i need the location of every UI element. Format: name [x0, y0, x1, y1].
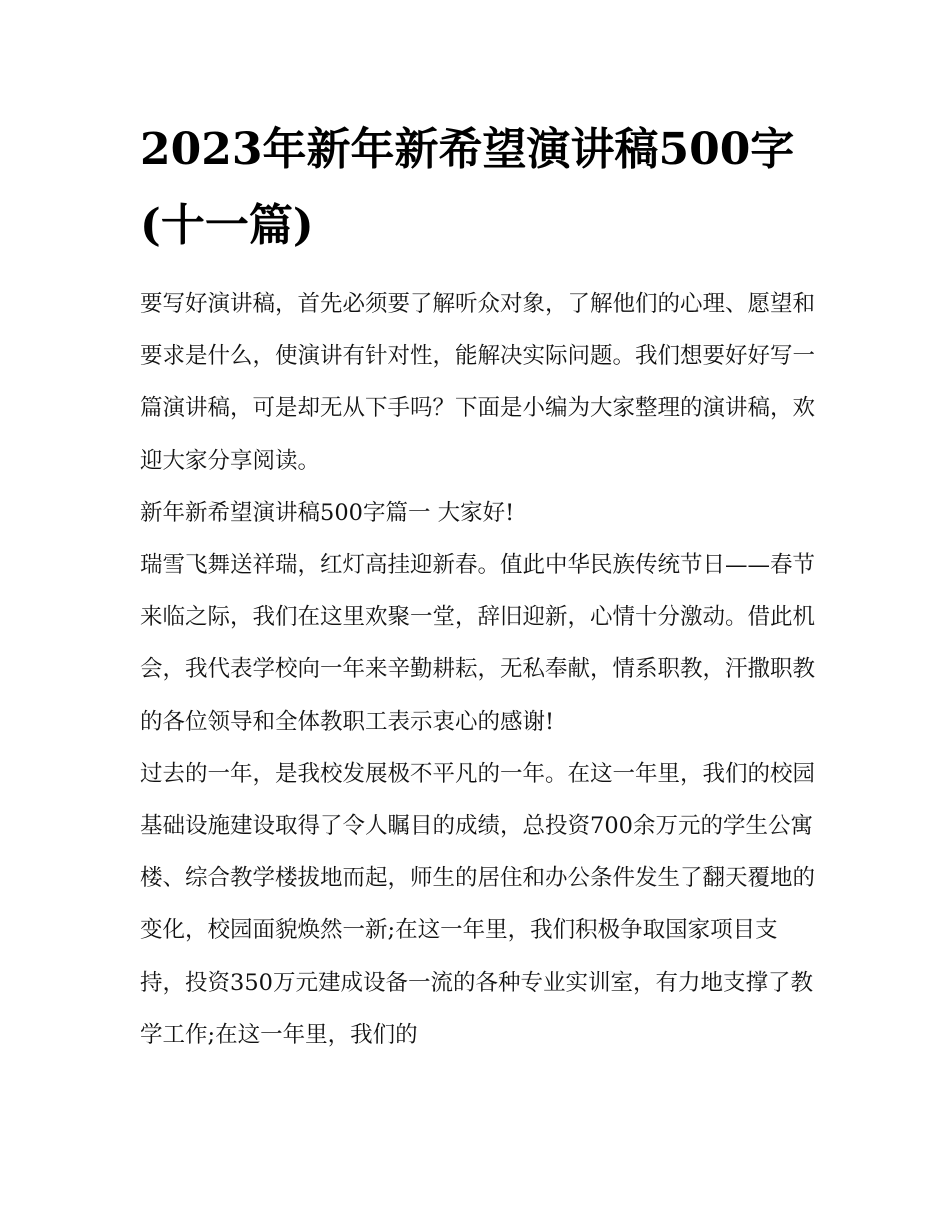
- paragraph-greeting: 瑞雪飞舞送祥瑞，红灯高挂迎新春。值此中华民族传统节日——春节来临之际，我们在这里欢聚一堂，辞旧迎新，心情十分激动。借此机会，我代表学校向一年来辛勤耕耘，无私奉献，情系职教，汗撒职教的各位领导和全体教职工表示衷心的感谢!: [140, 552, 816, 735]
- document-title: 2023年新年新希望演讲稿500字(十一篇): [140, 124, 795, 251]
- document-body: [140, 112, 820, 1061]
- paragraph-past-year: 过去的一年，是我校发展极不平凡的一年。在这一年里，我们的校园基础设施建设取得了令人瞩目的成绩，总投资700余万元的学生公寓楼、综合教学楼拔地而起，师生的居住和办公条件发生了翻天覆地的变化，校园面貌焕然一新;在这一年里，我们积极争取国家项目支持，投资350万元建成设备一流的各种专业实训室，有力地支撑了教学工作;在这一年里，我们的: [140, 760, 816, 1048]
- paragraph-intro: 要写好演讲稿，首先必须要了解听众对象，了解他们的心理、愿望和要求是什么，使演讲有针对性，能解决实际问题。我们想要好好写一篇演讲稿，可是却无从下手吗？下面是小编为大家整理的演讲稿，欢迎大家分享阅读。: [140, 291, 816, 474]
- paragraph-section-heading: 新年新希望演讲稿500字篇一 大家好!: [140, 499, 515, 526]
